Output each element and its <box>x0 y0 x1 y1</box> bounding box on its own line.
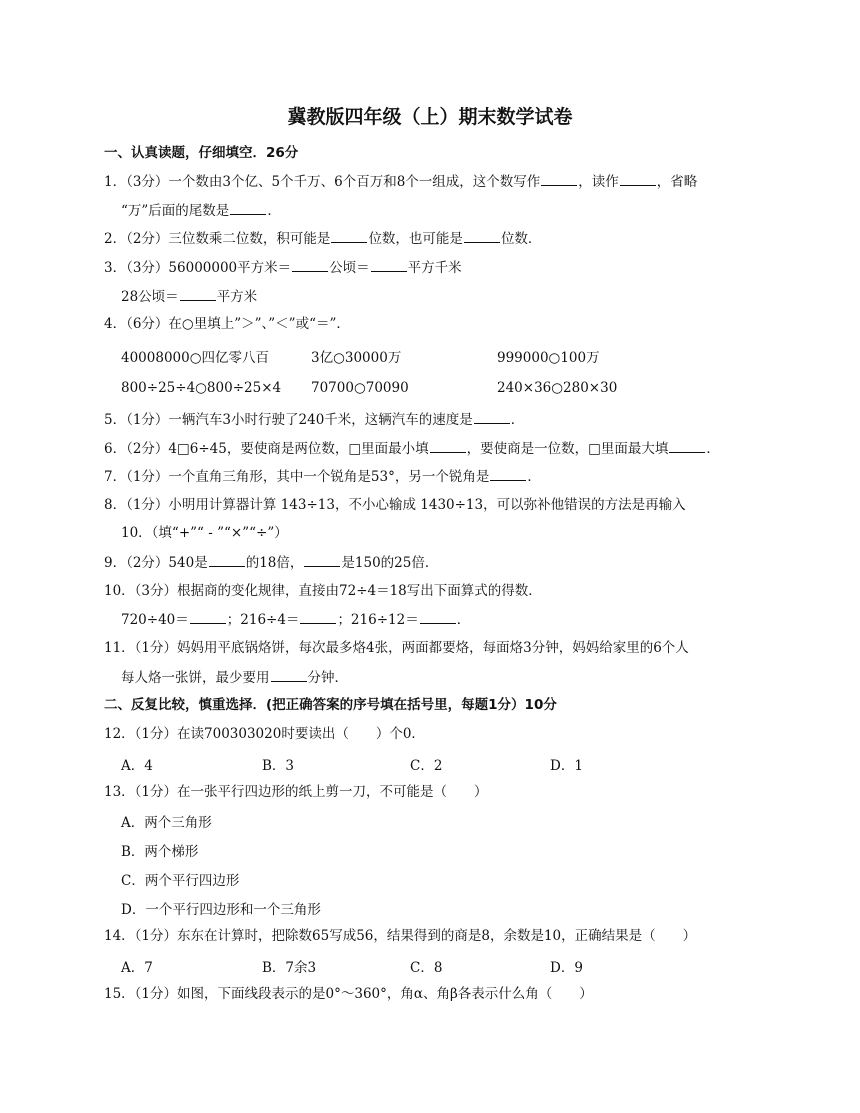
q10-text-b: 720÷40＝ <box>121 612 189 628</box>
question-9 <box>104 552 438 573</box>
question-10: 10．（3分）根据商的变化规律，直接由72÷4＝18写出下面算式的得数． <box>104 583 542 599</box>
q14-option-d[interactable]: D．9 <box>550 960 583 976</box>
q12-option-c[interactable]: C．2 <box>410 758 443 774</box>
question-11: 11．（1分）妈妈用平底锅烙饼，每次最多烙4张，两面都要烙，每面烙3分钟，妈妈给家里的6个人 <box>104 640 689 656</box>
q3-text-b: 公顷＝ <box>329 260 370 276</box>
q10-blank-2[interactable] <box>300 609 336 624</box>
q14-option-c[interactable]: C．8 <box>410 960 443 976</box>
q10-blank-3[interactable] <box>420 609 456 624</box>
q9-text: 9．（2分）540是 <box>104 555 208 571</box>
question-13: 13．（1分）在一张平行四边形的纸上剪一刀，不可能是（ ） <box>104 784 488 800</box>
q3-blank-1[interactable] <box>292 257 328 272</box>
q12-option-d[interactable]: D．1 <box>550 758 583 774</box>
q9-text-b: 的18倍， <box>245 555 304 571</box>
question-1-cont <box>121 200 281 221</box>
q6-text-b: ，要使商是一位数，□里面最大填 <box>466 441 669 457</box>
q4-item: 70700○70090 <box>311 380 409 396</box>
q3-blank-2[interactable] <box>371 257 407 272</box>
q14-option-b[interactable]: B．7余3 <box>262 960 317 976</box>
q7-blank-1[interactable] <box>490 466 526 481</box>
q4-item: 999000○100万 <box>497 350 600 366</box>
q2-text-c: 位数． <box>500 231 542 247</box>
question-8-cont: 10．（填“+”“ - ”“×”“÷”） <box>121 525 288 541</box>
q6-text-c: ． <box>706 441 720 457</box>
question-3 <box>104 257 462 278</box>
q4-item: 240×36○280×30 <box>497 380 618 396</box>
q12-option-a[interactable]: A．4 <box>121 758 153 774</box>
q9-blank-1[interactable] <box>209 552 245 567</box>
section-1-heading: 一、认真读题，仔细填空．26分 <box>104 145 299 161</box>
q4-item: 3亿○30000万 <box>311 350 402 366</box>
question-12: 12．（1分）在读700303020时要读出（ ）个0． <box>104 726 425 742</box>
q1-text-c: ，省略 <box>656 174 698 190</box>
question-1 <box>104 171 697 192</box>
q9-text-c: 是150的25倍． <box>341 555 439 571</box>
q1-blank-2[interactable] <box>620 171 656 186</box>
q12-option-b[interactable]: B．3 <box>262 758 295 774</box>
q13-option-a[interactable]: A．两个三角形 <box>121 815 212 831</box>
q10-text-c: ；216÷4＝ <box>226 612 300 628</box>
q1-blank-1[interactable] <box>541 171 577 186</box>
q3-text-c: 平方千米 <box>407 260 462 276</box>
q6-blank-2[interactable] <box>669 438 705 453</box>
q11-text-b: 每人烙一张饼，最少要用 <box>121 670 270 686</box>
q1-text-b: ，读作 <box>578 174 619 190</box>
q4-item: 800÷25÷4○800÷25×4 <box>121 380 282 396</box>
q7-text: 7．（1分）一个直角三角形，其中一个锐角是53°，另一个锐角是 <box>104 469 490 485</box>
q14-option-a[interactable]: A．7 <box>121 960 153 976</box>
q13-option-d[interactable]: D．一个平行四边形和一个三角形 <box>121 902 321 918</box>
q6-blank-1[interactable] <box>430 438 466 453</box>
q11-blank-1[interactable] <box>271 667 307 682</box>
q3-text: 3．（3分）56000000平方米＝ <box>104 260 292 276</box>
q9-blank-2[interactable] <box>304 552 340 567</box>
q1-text-d: “万”后面的尾数是 <box>121 203 230 219</box>
q3-blank-3[interactable] <box>180 286 216 301</box>
question-3-cont <box>121 286 257 307</box>
question-14: 14．（1分）东东在计算时，把除数65写成56，结果得到的商是8，余数是10，正确结果是（ ） <box>104 928 697 944</box>
question-6 <box>104 438 720 459</box>
q2-blank-2[interactable] <box>464 228 500 243</box>
q11-text-c: 分钟． <box>307 670 348 686</box>
q13-option-b[interactable]: B．两个梯形 <box>121 844 199 860</box>
q5-text: 5．（1分）一辆汽车3小时行驶了240千米，这辆汽车的速度是 <box>104 412 473 428</box>
question-7 <box>104 466 541 487</box>
question-8: 8．（1分）小明用计算器计算 143÷13，不小心输成 1430÷13，可以弥补他错误的方法是再输入 <box>104 497 686 513</box>
q2-blank-1[interactable] <box>331 228 367 243</box>
q10-text-d: ；216÷12＝ <box>337 612 419 628</box>
question-5 <box>104 409 524 430</box>
q1-text-e: ． <box>267 203 281 219</box>
question-11-cont <box>121 667 348 688</box>
question-2 <box>104 228 541 249</box>
q5-text-b: ． <box>510 412 525 428</box>
question-4: 4．（6分）在○里填上”＞”、”＜”或“＝”． <box>104 316 350 332</box>
q4-item: 40008000○四亿零八百 <box>121 350 269 366</box>
q3-text-e: 平方米 <box>216 289 258 305</box>
q1-blank-3[interactable] <box>230 200 266 215</box>
q2-text: 2．（2分）三位数乘二位数，积可能是 <box>104 231 331 247</box>
q13-option-c[interactable]: C．两个平行四边形 <box>121 873 240 889</box>
page-title: 冀教版四年级（上）期末数学试卷 <box>287 106 573 128</box>
q2-text-b: 位数，也可能是 <box>368 231 463 247</box>
section-2-heading: 二、反复比较，慎重选择．(把正确答案的序号填在括号里，每题1分）10分 <box>104 697 557 713</box>
q10-blank-1[interactable] <box>190 609 226 624</box>
question-15: 15．（1分）如图，下面线段表示的是0°～360°，角α、角β各表示什么角（ ） <box>104 986 593 1002</box>
q6-text: 6．（2分）4□6÷45，要使商是两位数，□里面最小填 <box>104 441 429 457</box>
q3-text-d: 28公顷＝ <box>121 289 179 305</box>
question-10-cont <box>121 609 470 630</box>
q1-text: 1．（3分）一个数由3个亿、5个千万、6个百万和8个一组成，这个数写作 <box>104 174 541 190</box>
q10-text-e: ． <box>456 612 471 628</box>
q5-blank-1[interactable] <box>474 409 510 424</box>
q7-text-b: ． <box>527 469 541 485</box>
